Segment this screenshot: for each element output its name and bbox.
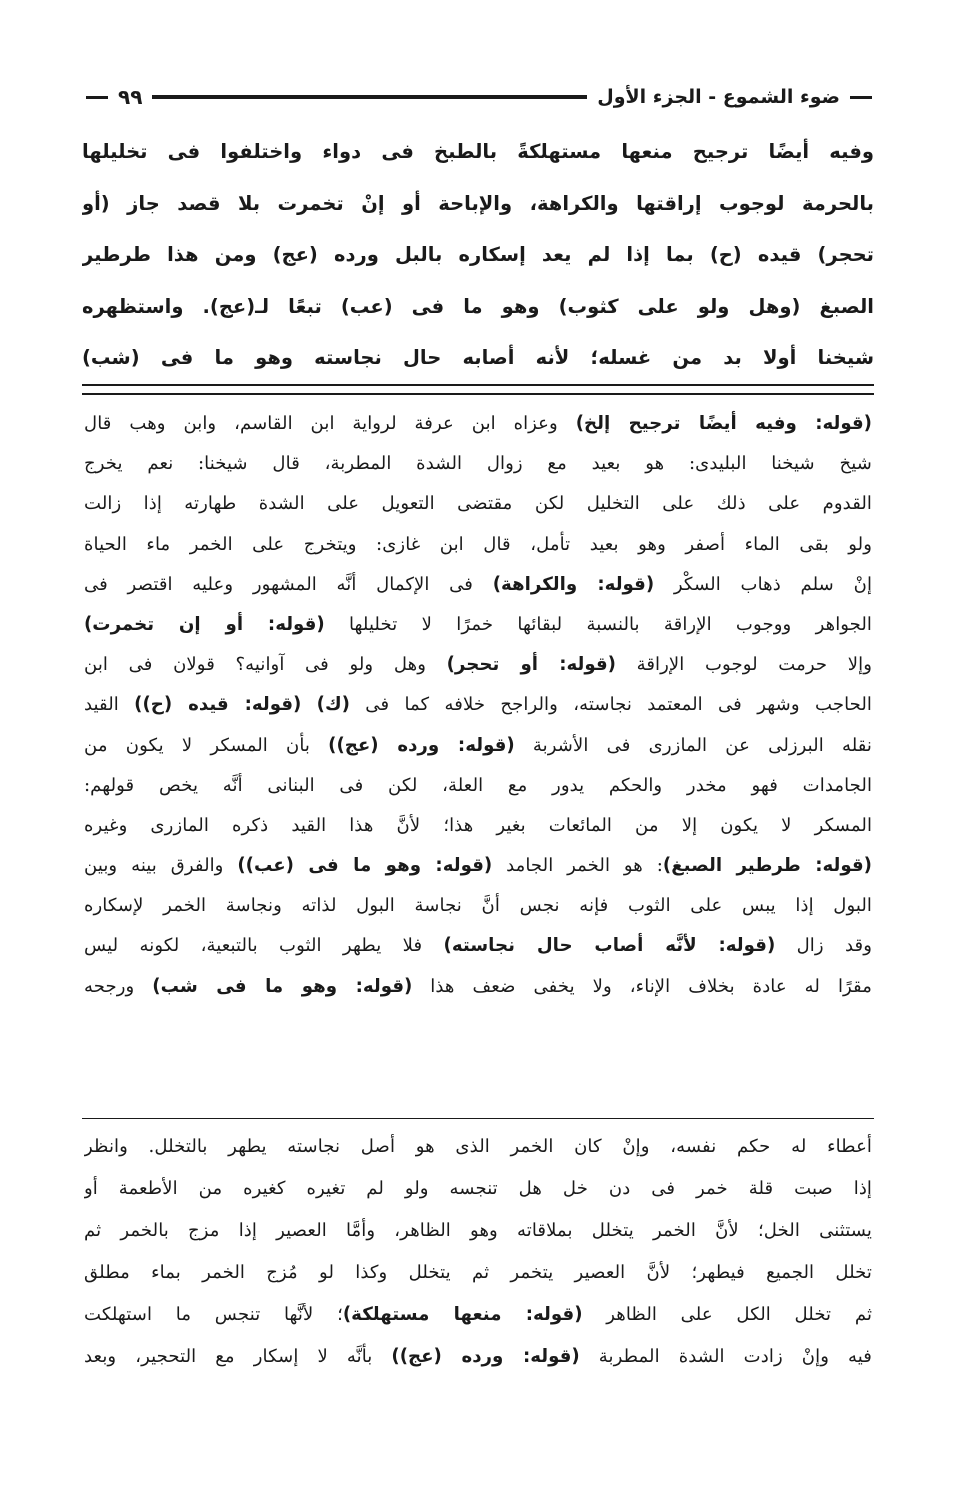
text-run: فلا يطهر الثوب بالتبعية، لكونه ليس [84, 935, 444, 957]
text-run: وعزاه ابن عرفة لرواية ابن القاسم، وابن وهب قال [84, 413, 576, 434]
marginal-note-text [84, 1126, 872, 1378]
text-run: تخلل الجميع فيطهر؛ لأنَّ العصير يتخمر ثم يتخلل وكذا لو مُزج الخمر بماء مطلق [84, 1262, 872, 1283]
main-text-line: شيخنا أولا بد من غسله؛ لأنه أصابه حال نجاسته وهو ما فى (شب) [82, 346, 874, 369]
quoted-lemma: (قوله: لأنَّه أصاب حال نجاسته) [443, 935, 776, 957]
commentary-line [84, 525, 872, 565]
commentary-text [84, 404, 872, 1007]
main-text-line: بالحرمة لوجوب إراقتها والكراهة، والإباحة أو إنْ تخمرت بلا قصد جاز (أو [82, 191, 874, 215]
marginal-note-line [84, 1294, 872, 1336]
quoted-lemma: (قوله: قيده (ح)) [134, 694, 302, 716]
commentary-line [84, 806, 872, 846]
page-number: ٩٩ [118, 85, 143, 109]
commentary-line [84, 926, 872, 966]
text-run: وإلا حرمت لوجوب الإراقة [615, 654, 872, 676]
text-run: فى الإكمال أنَّه المشهور وعليه اقتصر فى [84, 573, 493, 595]
marginal-note-line [84, 1336, 872, 1378]
text-run: بأن المسكر لا يكون من [84, 734, 329, 756]
commentary-line [84, 645, 872, 685]
quoted-lemma: (قوله: منعها مستهلكة) [342, 1304, 583, 1325]
text-run: شيخ شيخنا البليدى: هو بعيد مع زوال الشدة المطربة، قال شيخنا: نعم يخرج [84, 453, 872, 475]
commentary-line [84, 886, 872, 926]
text-run: والفرق بينه وبين [84, 855, 238, 877]
running-title: ضوء الشموع - الجزء الأول [597, 86, 840, 108]
commentary-line [84, 484, 872, 524]
quoted-lemma: (قوله: أو تحجر) [446, 654, 616, 676]
double-separator [82, 384, 874, 395]
text-run: القدوم على ذلك على التخليل لكن مقتضى التعويل على الشدة طهارته إذا زالت [84, 493, 872, 515]
commentary-line [84, 565, 872, 605]
text-run: الجواهر ووجوب الإراقة بالنسبة لبقائها خمرًا لا تخليلها [324, 613, 872, 635]
quoted-lemma: (قوله: ورده (عج)) [391, 1346, 580, 1367]
commentary-line [84, 967, 872, 1007]
main-text-line: تحجر) قيده (ح) بما إذا لم يعد إسكاره بالبل ورده (عج) ومن هذا طرطير [82, 243, 874, 266]
text-run: بأنَّه لا إسكار مع التحجير، وبعد [84, 1346, 392, 1367]
quoted-lemma: (ك) [316, 694, 350, 716]
header-dash-left [86, 96, 108, 99]
commentary-line [84, 685, 872, 725]
quoted-lemma: (قوله: طرطير الصبغ) [662, 855, 872, 877]
main-text [82, 126, 874, 384]
text-run: ؛ لأنَّها تنجس ما استهلكت [84, 1304, 343, 1325]
text-run: القيد [84, 694, 135, 716]
marginal-note-line [84, 1168, 872, 1210]
text-run: يستثنى الخل؛ لأنَّ الخمر يتخلل بملاقاته وهو الظاهر، وأمَّا العصير إذا مزج بالخمر ثم [84, 1220, 872, 1241]
text-run: إذا صبت قلة خمر فى دن خل هل تنجسه ولو لم تغيره كغيره من الأطعمة أو [84, 1178, 872, 1199]
text-run: وهل ولو فى آوانيه؟ قولان فى ابن [84, 654, 447, 676]
text-run: ورجحه [84, 975, 153, 997]
commentary-line [84, 404, 872, 444]
marginal-note-line [84, 1126, 872, 1168]
quoted-lemma: (قوله: والكراهة) [492, 573, 655, 595]
text-run: المسكر لا يكون إلا من المائعات بغير هذا؛ لأنَّ هذا القيد ذكره المازرى وغيره [84, 814, 872, 836]
text-run: فيه وإنْ زادت الشدة المطربة [579, 1346, 872, 1367]
main-text-line: الصبغ (وهل ولو على كثوب) وهو ما فى (عب) تبعًا لـ(عج). واستظهره [82, 294, 874, 318]
running-header [86, 80, 872, 114]
header-rule [152, 95, 587, 99]
text-run [301, 694, 316, 715]
quoted-lemma: (قوله: وفيه أيضًا ترجيح إلخ) [575, 413, 872, 434]
text-run: الحاجب وشهر فى المعتمد نجاسته، والراجح خلافه كما فى [349, 694, 872, 716]
quoted-lemma: (قوله: ورده (عج)) [328, 734, 515, 756]
main-text-line: وفيه أيضًا ترجيح منعها مستهلكةً بالطبخ فى دواء واختلفوا فى تخليلها [82, 140, 874, 163]
text-run: أعطاء له حكم نفسه، وإنْ كان الخمر الذى هو أصل نجاسته يطهر بالتخلل. وانظر [84, 1136, 872, 1157]
text-run: ولو بقى الماء أصفر وهو بعيد تأمل، قال ابن غازى: ويتخرج على الخمر ماء الحياة [84, 533, 872, 555]
text-run: البول إذا يبس على الثوب فإنه نجس أنَّ نجاسة البول لذاته ونجاسة الخمر لإسكاره [84, 895, 872, 917]
commentary-line [84, 605, 872, 645]
text-run: الجامدات فهو مخدر والحكم يدور مع العلة، لكن فى البنانى أنَّه يخص قولهم: [84, 774, 872, 796]
commentary-line [84, 766, 872, 806]
text-run: وقد زال [775, 935, 872, 957]
text-run: ثم تخلل الكل على الظاهر [582, 1304, 872, 1325]
quoted-lemma: (قوله: أو إن تخمرت) [84, 613, 325, 635]
commentary-line [84, 726, 872, 766]
marginal-note-line [84, 1252, 872, 1294]
header-dash-right [850, 96, 872, 99]
marginal-note-line [84, 1210, 872, 1252]
text-run: إنْ سلم ذهاب السكْر [654, 573, 872, 595]
quoted-lemma: (قوله: وهو ما فى (عب)) [237, 855, 493, 877]
text-run: مقرًا له عادة بخلاف الإناء، ولا يخفى ضعف هذا [412, 975, 872, 997]
commentary-line [84, 444, 872, 484]
quoted-lemma: (قوله: وهو ما فى شب) [152, 975, 413, 997]
text-run: : هو الخمر الجامد [492, 855, 663, 877]
text-run: نقله البرزلى عن المازرى فى الأشربة [514, 734, 872, 756]
commentary-line [84, 846, 872, 886]
single-separator [82, 1118, 874, 1119]
